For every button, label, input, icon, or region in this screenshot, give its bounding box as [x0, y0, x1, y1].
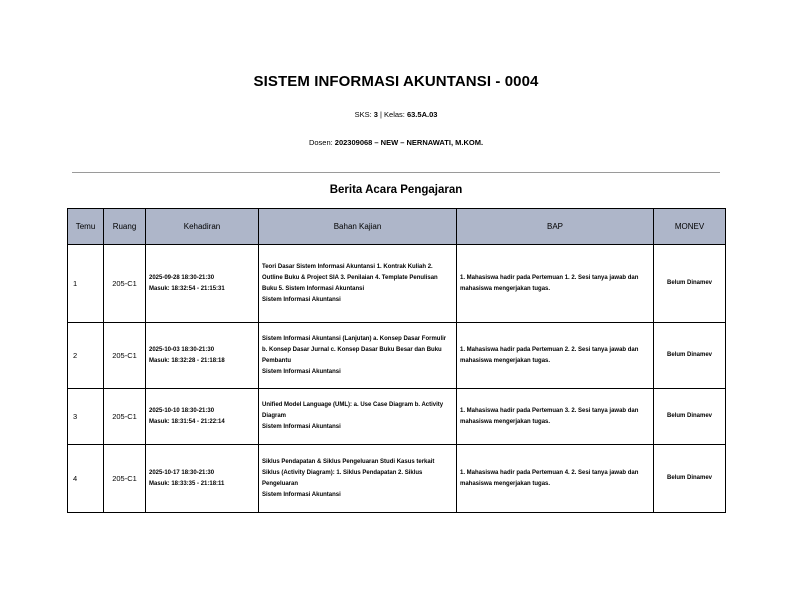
cell-bap: 1. Mahasiswa hadir pada Pertemuan 3. 2. Sesi tanya jawab dan mahasiswa mengerjakan tugas.	[457, 389, 654, 445]
column-header-bap: BAP	[457, 209, 654, 245]
cell-ruang: 205-C1	[104, 389, 146, 445]
schedule-time: 2025-09-28 18:30-21:30	[149, 274, 215, 281]
schedule-time: 2025-10-17 18:30-21:30	[149, 469, 215, 476]
cell-monev: Belum Dinamev	[654, 323, 726, 389]
cell-bahan-kajian	[259, 445, 457, 513]
schedule-time: 2025-10-03 18:30-21:30	[149, 346, 215, 353]
topic-course: Sistem Informasi Akuntansi	[262, 368, 341, 375]
cell-kehadiran	[146, 245, 259, 323]
kelas-label: | Kelas:	[377, 110, 407, 119]
table-header-row	[68, 209, 726, 245]
cell-temu: 2	[68, 323, 104, 389]
course-title: SISTEM INFORMASI AKUNTANSI - 0004	[253, 73, 539, 90]
checkin-time: Masuk: 18:33:35 - 21:18:11	[149, 480, 225, 487]
cell-temu: 1	[68, 245, 104, 323]
topic-text: Unified Model Language (UML): a. Use Case Diagram b. Activity Diagram	[262, 402, 444, 419]
cell-bap: 1. Mahasiswa hadir pada Pertemuan 1. 2. Sesi tanya jawab dan mahasiswa mengerjakan tugas.	[457, 245, 654, 323]
bap-table	[67, 208, 726, 513]
dosen-label: Dosen:	[308, 138, 335, 147]
cell-temu: 4	[68, 445, 104, 513]
topic-text: Siklus Pendapatan & Siklus Pengeluaran Studi Kasus terkait Siklus (Activity Diagram): 1. Siklus Pendapatan 2. Siklus Pengeluaran	[262, 458, 435, 487]
topic-text: Sistem Informasi Akuntansi (Lanjutan) a. Konsep Dasar Formulir b. Konsep Dasar Jurnal c. Konsep Dasar Buku Besar dan Buku Pembantu	[262, 335, 447, 364]
sks-label: SKS:	[354, 110, 374, 119]
cell-bahan-kajian	[259, 245, 457, 323]
table-row	[68, 389, 726, 445]
cell-bahan-kajian	[259, 323, 457, 389]
cell-ruang: 205-C1	[104, 445, 146, 513]
cell-bap: 1. Mahasiswa hadir pada Pertemuan 2. 2. Sesi tanya jawab dan mahasiswa mengerjakan tugas.	[457, 323, 654, 389]
table-row	[68, 445, 726, 513]
table-row	[68, 245, 726, 323]
kelas-value: 63.5A.03	[406, 110, 438, 119]
schedule-time: 2025-10-10 18:30-21:30	[149, 407, 215, 414]
topic-course: Sistem Informasi Akuntansi	[262, 491, 341, 498]
topic-course: Sistem Informasi Akuntansi	[262, 296, 341, 303]
cell-kehadiran	[146, 323, 259, 389]
checkin-time: Masuk: 18:31:54 - 21:22:14	[149, 418, 225, 425]
cell-ruang: 205-C1	[104, 323, 146, 389]
column-header-temu: Temu	[68, 209, 104, 245]
cell-kehadiran	[146, 445, 259, 513]
column-header-ruang: Ruang	[104, 209, 146, 245]
dosen-value: 202309068 – NEW – NERNAWATI, M.KOM.	[334, 138, 484, 147]
topic-course: Sistem Informasi Akuntansi	[262, 424, 341, 430]
checkin-time: Masuk: 18:32:28 - 21:18:18	[149, 357, 225, 364]
column-header-bahan-kajian: Bahan Kajian	[259, 209, 457, 245]
cell-monev: Belum Dinamev	[654, 389, 726, 445]
cell-kehadiran	[146, 389, 259, 445]
section-title: Berita Acara Pengajaran	[329, 184, 463, 196]
divider	[72, 172, 720, 173]
cell-monev: Belum Dinamev	[654, 445, 726, 513]
sks-kelas-line	[0, 110, 792, 119]
cell-monev: Belum Dinamev	[654, 245, 726, 323]
dosen-line	[0, 138, 792, 147]
topic-text: Teori Dasar Sistem Informasi Akuntansi 1. Kontrak Kuliah 2. Outline Buku & Project SIA 3. Penilaian 4. Template Penulisan Buku 5. Sistem Informasi Akuntansi	[262, 263, 438, 292]
cell-bap: 1. Mahasiswa hadir pada Pertemuan 4. 2. Sesi tanya jawab dan mahasiswa mengerjakan tugas.	[457, 445, 654, 513]
cell-bahan-kajian	[259, 389, 457, 445]
cell-temu: 3	[68, 389, 104, 445]
cell-ruang: 205-C1	[104, 245, 146, 323]
column-header-monev: MONEV	[654, 209, 726, 245]
column-header-kehadiran: Kehadiran	[146, 209, 259, 245]
sks-value: 3	[373, 110, 378, 119]
checkin-time: Masuk: 18:32:54 - 21:15:31	[149, 285, 225, 292]
table-row	[68, 323, 726, 389]
